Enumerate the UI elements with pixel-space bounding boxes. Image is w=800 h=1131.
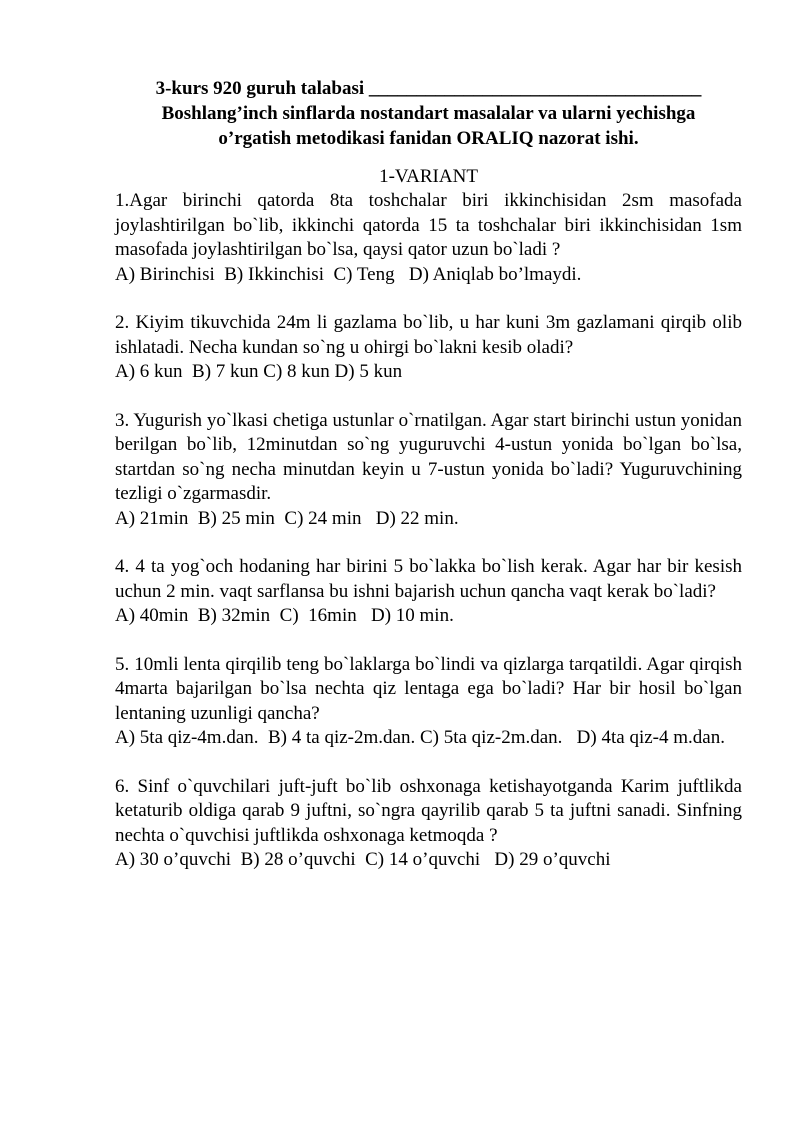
- answer-options: A) 30 o’quvchi B) 28 o’quvchi C) 14 o’quvchi D) 29 o’quvchi: [115, 849, 611, 870]
- exam-title-line: o’rgatish metodikasi fanidan ORALIQ nazorat ishi.: [218, 128, 639, 149]
- question-text: 5. 10mli lenta qirqilib teng bo`laklarga bo`lindi va qizlarga tarqatildi. Agar qirqish 4marta bajarilgan bo`lsa nechta qiz lentaga ega bo`ladi? Har bir hosil bo`lgan lentaning uzunligi qancha?: [115, 653, 742, 724]
- answer-options: A) 6 kun B) 7 kun C) 8 kun D) 5 kun: [115, 361, 403, 382]
- variant-label: 1-VARIANT: [379, 166, 478, 187]
- answer-options: A) 5ta qiz-4m.dan. B) 4 ta qiz-2m.dan. C) 5ta qiz-2m.dan. D) 4ta qiz-4 m.dan.: [115, 727, 725, 748]
- question-text: 3. Yugurish yo`lkasi chetiga ustunlar o`rnatilgan. Agar start birinchi ustun yonidan berilgan bo`lib, 12minutdan so`ng yuguruvchi 4-ustun yonida bo`lgan bo`lsa, startdan so`ng necha minutdan keyin u 7-ustun yonida bo`ladi? Yuguruvchining tezligi o`zgarmasdir.: [115, 409, 742, 504]
- answer-options: A) 40min B) 32min C) 16min D) 10 min.: [115, 605, 454, 626]
- course-title-line: Boshlang’inch sinflarda nostandart masalalar va ularni yechishga: [161, 103, 696, 124]
- question-4: [115, 555, 742, 629]
- question-3: [115, 409, 742, 532]
- question-text: 4. 4 ta yog`och hodaning har birini 5 bo`lakka bo`lish kerak. Agar har bir kesish uchun 2 min. vaqt sarflansa bu ishni bajarish uchun qancha vaqt kerak bo`ladi?: [115, 556, 742, 602]
- question-6: [115, 775, 742, 873]
- document-page: [115, 76, 742, 873]
- student-group-line: 3-kurs 920 guruh talabasi ___________________________________: [155, 78, 702, 99]
- answer-options: A) Birinchisi B) Ikkinchisi C) Teng D) Aniqlab bo’lmaydi.: [115, 263, 582, 285]
- question-text: 6. Sinf o`quvchilari juft-juft bo`lib oshxonaga ketishayotganda Karim juftlikda ketaturib oldiga qarab 9 juftni, so`ngra qayrilib qarab 5 ta juftni sanadi. Sinfning nechta o`quvchisi juftlikda oshxonaga ketmoqda ?: [115, 775, 742, 846]
- answer-options: A) 21min B) 25 min C) 24 min D) 22 min.: [115, 507, 459, 529]
- document-header: [115, 76, 742, 151]
- question-text: 2. Kiyim tikuvchida 24m li gazlama bo`lib, u har kuni 3m gazlamani qirqib olib ishlatadi. Necha kundan so`ng u ohirgi bo`lakni kesib oladi?: [115, 312, 742, 358]
- question-2: [115, 311, 742, 385]
- question-1: [115, 189, 742, 287]
- question-5: [115, 653, 742, 751]
- question-text: 1.Agar birinchi qatorda 8ta toshchalar biri ikkinchisidan 2sm masofada joylashtirilgan bo`lib, ikkinchi qatorda 15 ta toshchalar biri ikkinchisidan 1sm masofada joylashtirilgan bo`lsa, qaysi qator uzun bo`ladi ?: [115, 190, 742, 260]
